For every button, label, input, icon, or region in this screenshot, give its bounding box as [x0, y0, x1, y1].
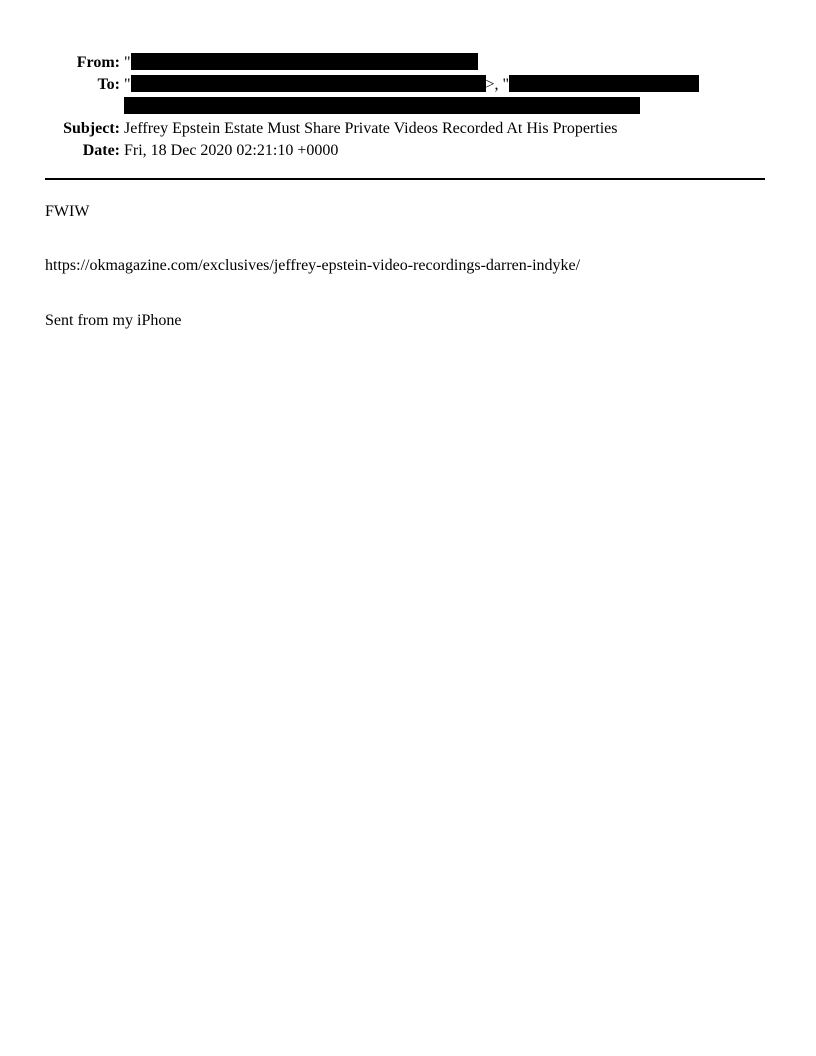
to-redaction-block-2: [509, 75, 699, 92]
to-label: To:: [97, 76, 120, 93]
subject-row: [0, 118, 816, 140]
body-link[interactable]: https://okmagazine.com/exclusives/jeffrey-epstein-video-recordings-darren-indyke/: [45, 257, 581, 274]
from-label: From:: [76, 54, 120, 71]
to-row: [0, 74, 816, 96]
from-value: [124, 52, 478, 74]
from-quote: ": [124, 54, 131, 71]
to-redaction-block-1: [131, 75, 486, 92]
to-redaction-block-3: [124, 97, 640, 114]
date-value: Fri, 18 Dec 2020 02:21:10 +0000: [124, 142, 339, 159]
to-value-continued: [124, 96, 640, 118]
subject-value: Jeffrey Epstein Estate Must Share Private Videos Recorded At His Properties: [124, 120, 618, 137]
to-separator: >, ": [485, 76, 510, 93]
to-quote: ": [124, 76, 131, 93]
header-divider: [45, 178, 765, 180]
from-row: [0, 52, 816, 74]
email-header: [0, 52, 816, 162]
to-row-continued: [0, 96, 816, 118]
to-value: [124, 74, 699, 96]
body-line-fwiw: FWIW: [45, 203, 90, 220]
from-redaction-block: [131, 53, 478, 70]
date-label: Date:: [82, 142, 120, 159]
body-signature: Sent from my iPhone: [45, 312, 182, 329]
date-row: [0, 140, 816, 162]
subject-label: Subject:: [63, 120, 120, 137]
